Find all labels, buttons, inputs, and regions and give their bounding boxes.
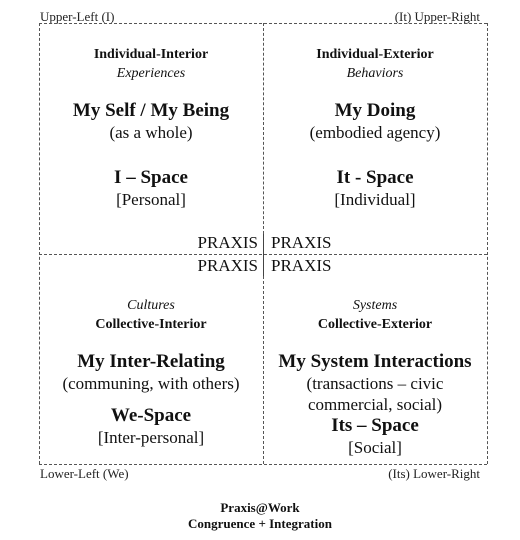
quadrant-heading: Collective-Interior bbox=[95, 317, 207, 332]
footer-title: Praxis@Work bbox=[220, 500, 300, 515]
quadrant-upper-right bbox=[263, 45, 487, 210]
praxis-label-upper-left: PRAXIS bbox=[197, 233, 258, 252]
quadrant-space-sub: [Personal] bbox=[116, 190, 186, 209]
quadrant-space-sub: [Inter-personal] bbox=[97, 428, 205, 447]
quadrant-title-sub: (embodied agency) bbox=[309, 123, 441, 142]
bottom-border bbox=[39, 464, 487, 465]
quadrant-space: I – Space bbox=[114, 167, 188, 188]
quadrant-subheading: Systems bbox=[352, 298, 398, 313]
quadrant-space: We-Space bbox=[110, 405, 192, 426]
quadrant-title: My Self / My Being bbox=[72, 100, 230, 121]
quadrant-space-sub: [Social] bbox=[348, 438, 402, 457]
quadrant-title: My Doing bbox=[334, 100, 416, 121]
quadrant-space: It - Space bbox=[336, 167, 414, 188]
upper-left-label: Upper-Left (I) bbox=[40, 9, 115, 24]
quadrant-space-sub: [Individual] bbox=[334, 190, 416, 209]
quadrant-title: My Inter-Relating bbox=[77, 351, 225, 372]
quadrant-heading: Collective-Exterior bbox=[317, 317, 433, 332]
quadrant-title-sub: (as a whole) bbox=[109, 123, 193, 142]
praxis-label-lower-right: PRAXIS bbox=[271, 256, 332, 275]
lower-left-label: Lower-Left (We) bbox=[40, 466, 129, 481]
praxis-label-lower-left: PRAXIS bbox=[197, 256, 258, 275]
right-border bbox=[487, 23, 488, 464]
quadrant-heading: Individual-Exterior bbox=[316, 47, 434, 62]
quadrant-lower-right bbox=[263, 296, 487, 458]
quadrant-subheading: Experiences bbox=[116, 66, 186, 81]
quadrant-title: My System Interactions bbox=[278, 351, 472, 372]
quadrant-subheading: Cultures bbox=[127, 298, 175, 313]
vertical-divider-praxis bbox=[263, 234, 264, 276]
lower-right-label: (Its) Lower-Right bbox=[388, 466, 480, 481]
quadrant-title-sub: (communing, with others) bbox=[62, 374, 240, 393]
quadrant-space: Its – Space bbox=[331, 415, 419, 436]
quadrant-heading: Individual-Interior bbox=[93, 47, 209, 62]
quadrant-lower-left bbox=[39, 296, 263, 448]
quadrant-subheading: Behaviors bbox=[346, 66, 404, 81]
quadrant-upper-left bbox=[39, 45, 263, 210]
upper-right-label: (It) Upper-Right bbox=[394, 9, 480, 24]
quadrant-title-sub: (transactions – civic bbox=[306, 374, 444, 393]
praxis-label-upper-right: PRAXIS bbox=[271, 233, 332, 252]
footer-subtitle: Congruence + Integration bbox=[188, 516, 332, 531]
quadrant-title-sub-2: commercial, social) bbox=[307, 395, 443, 414]
